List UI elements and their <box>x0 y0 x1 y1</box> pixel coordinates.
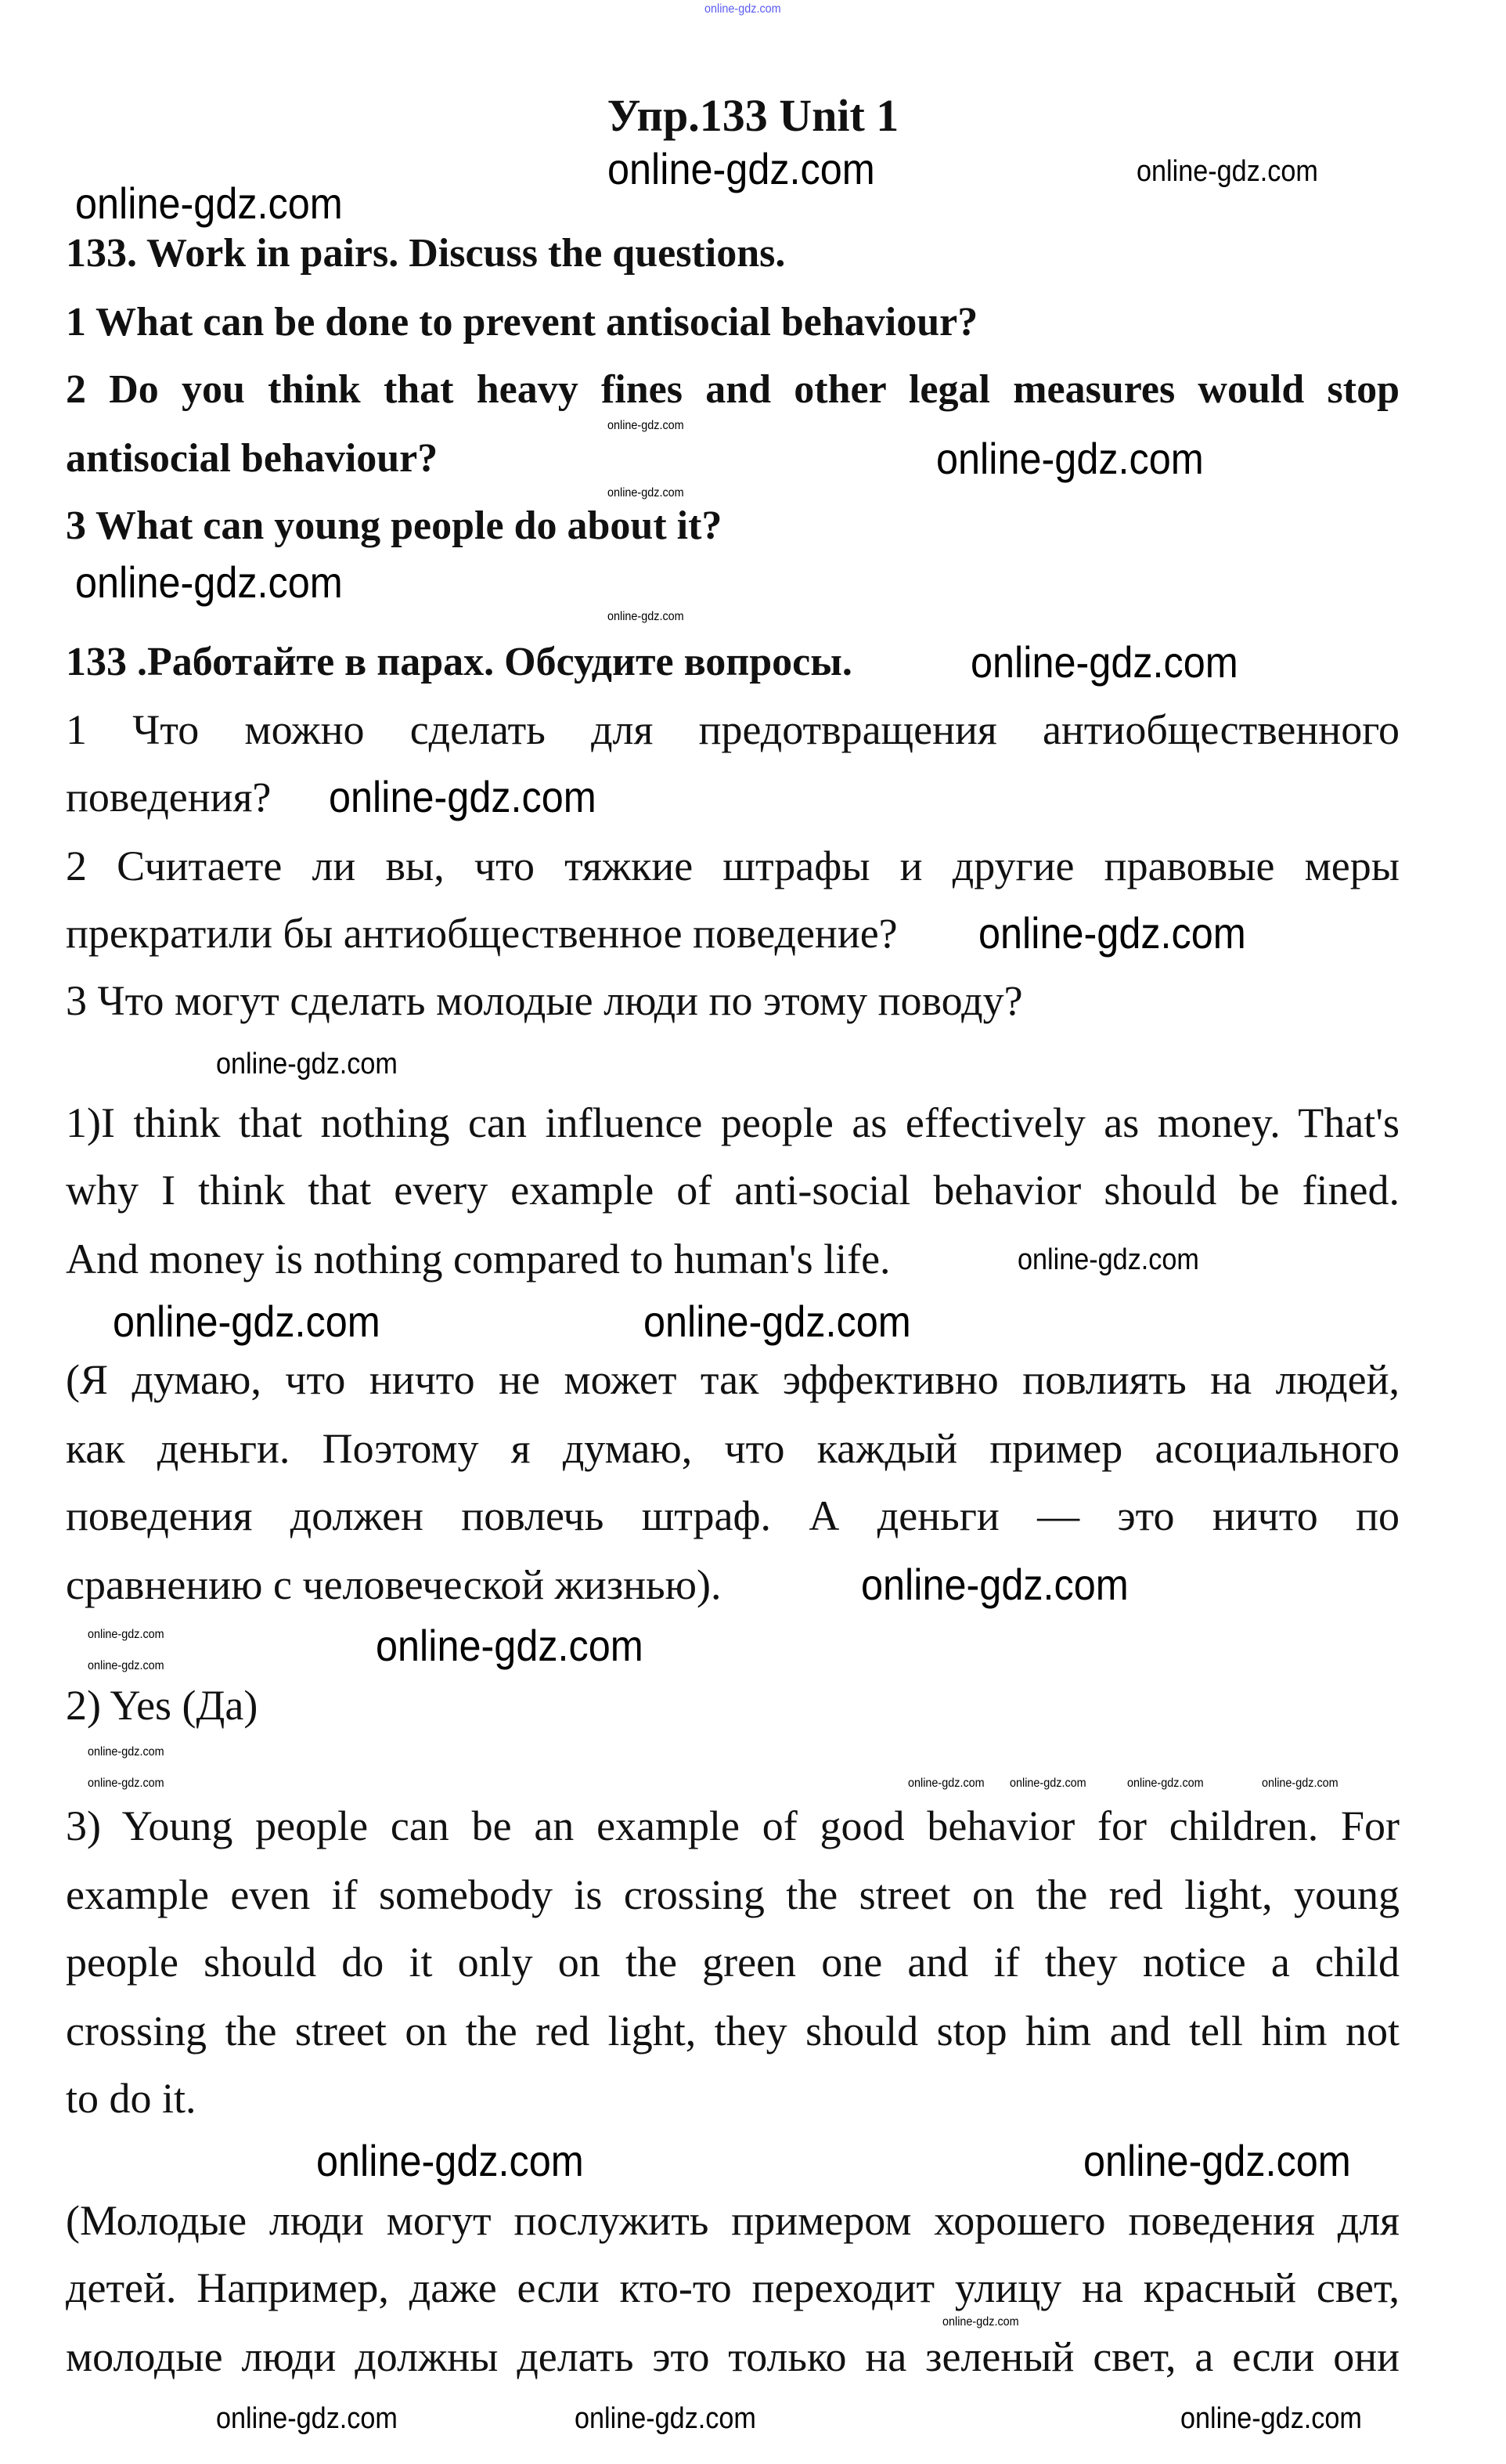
question-line: 1 What can be done to prevent antisocial behaviour? <box>66 300 978 345</box>
watermark: online-gdz.com <box>575 2402 756 2435</box>
watermark: online-gdz.com <box>329 772 596 821</box>
answer-line: сравнению с человеческой жизнью). <box>66 1561 722 1608</box>
watermark: online-gdz.com <box>75 557 343 607</box>
watermark: online-gdz.com <box>88 1745 164 1759</box>
watermark: online-gdz.com <box>607 486 684 500</box>
answer-line: crossing the street on the red light, they should stop him and tell him not <box>66 2008 1400 2055</box>
watermark: online-gdz.com <box>704 2 781 16</box>
answer-line: 2) Yes (Да) <box>66 1682 258 1729</box>
watermark: online-gdz.com <box>1180 2402 1362 2435</box>
answer-line: people should do it only on the green one and if they notice a child <box>66 1939 1400 1986</box>
answer-line: молодые люди должны делать это только на зеленый свет, а если они <box>66 2333 1400 2380</box>
watermark: online-gdz.com <box>942 2315 1019 2329</box>
watermark: online-gdz.com <box>971 637 1238 687</box>
watermark: online-gdz.com <box>113 1297 380 1346</box>
page-title: Упр.133 Unit 1 <box>607 90 899 141</box>
watermark: online-gdz.com <box>216 1048 398 1080</box>
watermark: online-gdz.com <box>376 1621 643 1670</box>
question-line: 1 Что можно сделать для предотвращения антиобщественного <box>66 706 1400 753</box>
watermark: online-gdz.com <box>88 1777 164 1790</box>
answer-line: (Я думаю, что ничто не может так эффективно повлиять на людей, <box>66 1356 1400 1403</box>
watermark: online-gdz.com <box>861 1560 1129 1609</box>
answer-line: (Молодые люди могут послужить примером хорошего поведения для <box>66 2197 1400 2244</box>
answer-line: why I think that every example of anti-social behavior should be fined. <box>66 1167 1400 1214</box>
watermark: online-gdz.com <box>643 1297 911 1346</box>
watermark: online-gdz.com <box>1018 1243 1199 1276</box>
question-line: 2 Do you think that heavy fines and other legal measures would stop <box>66 367 1400 412</box>
watermark: online-gdz.com <box>607 610 684 623</box>
answer-line: 1)I think that nothing can influence people as effectively as money. That's <box>66 1099 1400 1146</box>
watermark: online-gdz.com <box>607 419 684 432</box>
watermark: online-gdz.com <box>1262 1777 1338 1790</box>
question-line: 2 Считаете ли вы, что тяжкие штрафы и другие правовые меры <box>66 842 1400 889</box>
watermark: online-gdz.com <box>908 1777 985 1790</box>
watermark: online-gdz.com <box>88 1628 164 1641</box>
watermark: online-gdz.com <box>936 434 1204 483</box>
watermark: online-gdz.com <box>1010 1777 1086 1790</box>
watermark: online-gdz.com <box>1083 2136 1351 2185</box>
answer-line: детей. Например, даже если кто-то переходит улицу на красный свет, <box>66 2264 1400 2311</box>
answer-line: как деньги. Поэтому я думаю, что каждый пример асоциального <box>66 1425 1400 1472</box>
question-line: 3 What can young people do about it? <box>66 503 722 548</box>
answer-line: 3) Young people can be an example of good behavior for children. For <box>66 1802 1400 1849</box>
question-line: 3 Что могут сделать молодые люди по этому поводу? <box>66 977 1023 1024</box>
answer-line: And money is nothing compared to human's life. <box>66 1236 891 1283</box>
watermark: online-gdz.com <box>978 908 1246 958</box>
answer-line: поведения должен повлечь штраф. А деньги — это ничто по <box>66 1492 1400 1539</box>
watermark: online-gdz.com <box>216 2402 398 2435</box>
exercise-heading-en: 133. Work in pairs. Discuss the questions. <box>66 231 786 276</box>
exercise-heading-ru: 133 .Работайте в парах. Обсудите вопросы. <box>66 640 852 684</box>
question-line: поведения? <box>66 774 272 821</box>
answer-line: to do it. <box>66 2075 196 2122</box>
question-line: antisocial behaviour? <box>66 436 438 481</box>
watermark: online-gdz.com <box>1127 1777 1204 1790</box>
question-line: прекратили бы антиобщественное поведение? <box>66 910 898 957</box>
watermark: online-gdz.com <box>607 144 875 193</box>
watermark: online-gdz.com <box>1137 155 1318 188</box>
watermark: online-gdz.com <box>75 179 343 228</box>
watermark: online-gdz.com <box>316 2136 584 2185</box>
watermark: online-gdz.com <box>88 1659 164 1672</box>
answer-line: example even if somebody is crossing the street on the red light, young <box>66 1871 1400 1918</box>
